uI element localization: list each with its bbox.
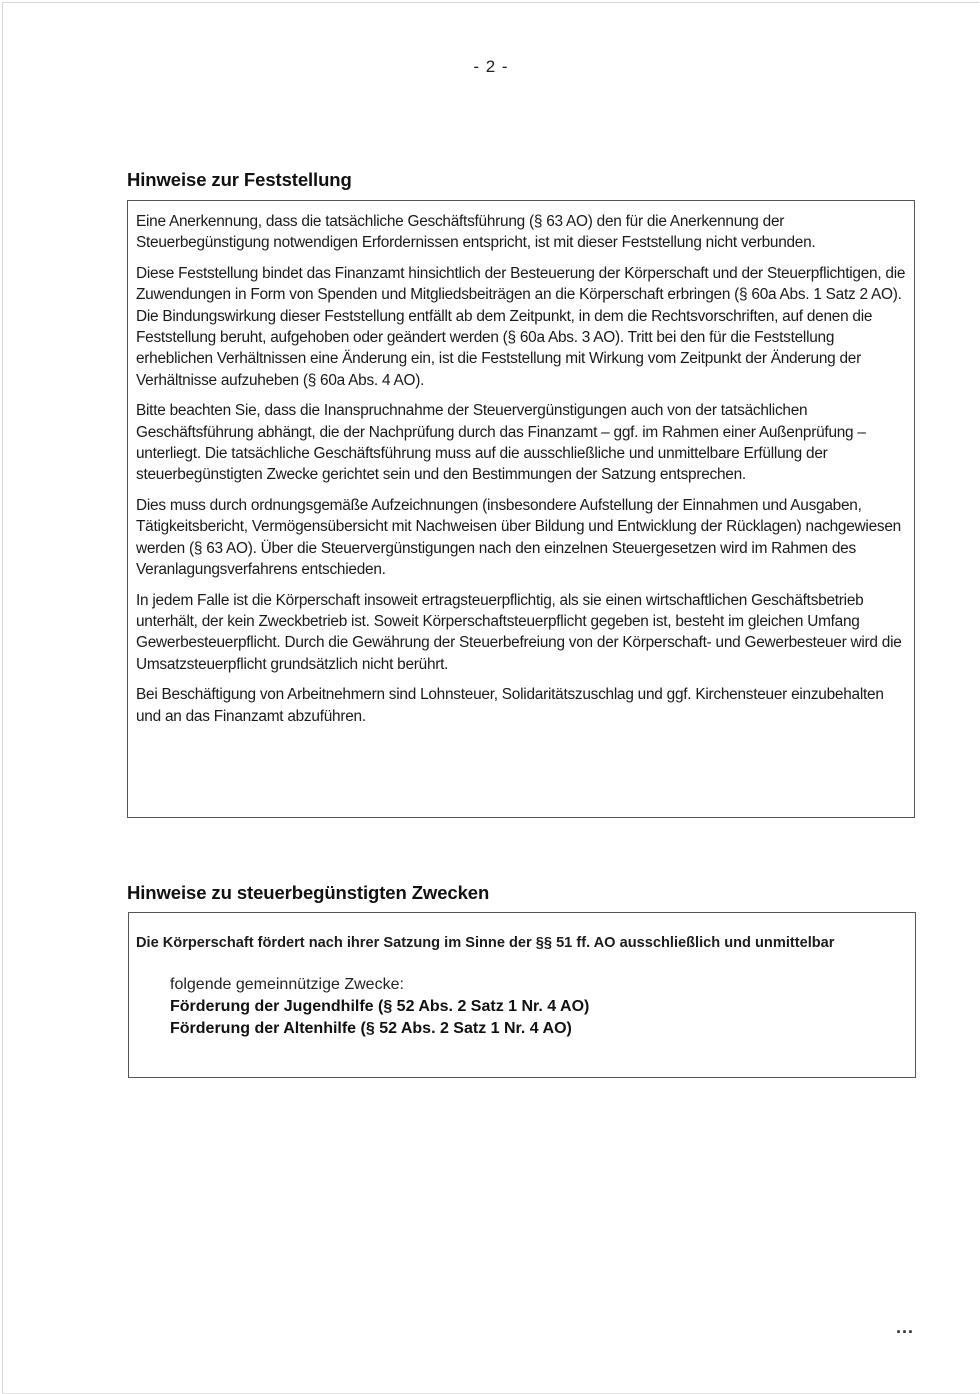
paragraph-bindungswirkung: Diese Feststellung bindet das Finanzamt hinsichtlich der Besteuerung der Körperschaft und der Steuerpflichtigen, die Zuwendungen in Form von Spenden und Mitgliedsbeiträgen an die Körperschaft erbringen (§ 60a Abs. 1 Satz 2 AO). Die Bindungswirkung dieser Feststellung entfällt ab dem Zeitpunkt, in dem die Rechtsvorschriften, auf denen die Feststellung beruht, aufgehoben oder geändert werden (§ 60a Abs. 3 AO). Tritt bei den für die Feststellung erheblichen Verhältnissen eine Änderung ein, ist die Feststellung mit Wirkung vom Zeitpunkt der Änderung der Verhältnisse aufzuheben (§ 60a Abs. 4 AO). — [136, 264, 906, 389]
heading-zwecke: Hinweise zu steuerbegünstigten Zwecken — [127, 882, 490, 903]
document-page — [2, 2, 979, 1394]
purposes-list — [170, 974, 907, 1040]
purposes-lead: folgende gemeinnützige Zwecke: — [170, 976, 404, 993]
paragraph-geschaeftsfuehrung: Bitte beachten Sie, dass die Inanspruchnahme der Steuervergünstigungen auch von der tatsächlichen Geschäftsführung abhängt, die der Nachprüfung durch das Finanzamt – ggf. im Rahmen einer Außenprüfung – unterliegt. Die tatsächliche Geschäftsführung muss auf die ausschließliche und unmittelbare Erfüllung der steuerbegünstigten Zwecke gerichtet sein und den Bestimmungen der Satzung entsprechen. — [136, 402, 866, 484]
purpose-item: Förderung der Altenhilfe (§ 52 Abs. 2 Satz 1 Nr. 4 AO) — [170, 1020, 572, 1037]
paragraph-ertragsteuerpflicht: In jedem Falle ist die Körperschaft insoweit ertragsteuerpflichtig, als sie einen wirtschaftlichen Geschäftsbetrieb unterhält, der kein Zweckbetrieb ist. Soweit Körperschaftsteuerpflicht gegeben ist, besteht im gleichen Umfang Gewerbesteuerpflicht. Durch die Gewährung der Steuerbefreiung von der Körperschaft- und Gewerbesteuer wird die Umsatzsteuerpflicht grundsätzlich nicht berührt. — [136, 591, 902, 673]
purpose-item: Förderung der Jugendhilfe (§ 52 Abs. 2 Satz 1 Nr. 4 AO) — [170, 998, 590, 1015]
continuation-marker: ... — [896, 1317, 915, 1337]
paragraph-anerkennung: Eine Anerkennung, dass die tatsächliche Geschäftsführung (§ 63 AO) den für die Anerkennung der Steuerbegünstigung notwendigen Erfordernissen entspricht, ist mit dieser Feststellung nicht verbunden. — [136, 213, 816, 252]
feststellung-box — [127, 200, 915, 818]
paragraph-aufzeichnungen: Dies muss durch ordnungsgemäße Aufzeichnungen (insbesondere Aufstellung der Einnahmen und Ausgaben, Tätigkeitsbericht, Vermögensübersicht mit Nachweisen über Bildung und Entwicklung der Rücklagen) nachgewiesen werden (§ 63 AO). Über die Steuervergünstigungen nach den einzelnen Steuergesetzen wird im Rahmen des Veranlagungsverfahrens entschieden. — [136, 496, 901, 579]
heading-feststellung: Hinweise zur Feststellung — [127, 169, 352, 190]
paragraph-arbeitnehmer: Bei Beschäftigung von Arbeitnehmern sind Lohnsteuer, Solidaritätszuschlag und ggf. Kirchensteuer einzubehalten und an das Finanzamt abzuführen. — [136, 686, 884, 725]
page-number: - 2 - — [473, 57, 509, 76]
zwecke-box — [128, 912, 916, 1078]
zwecke-intro: Die Körperschaft fördert nach ihrer Satzung im Sinne der §§ 51 ff. AO ausschließlich und unmittelbar — [136, 935, 835, 951]
